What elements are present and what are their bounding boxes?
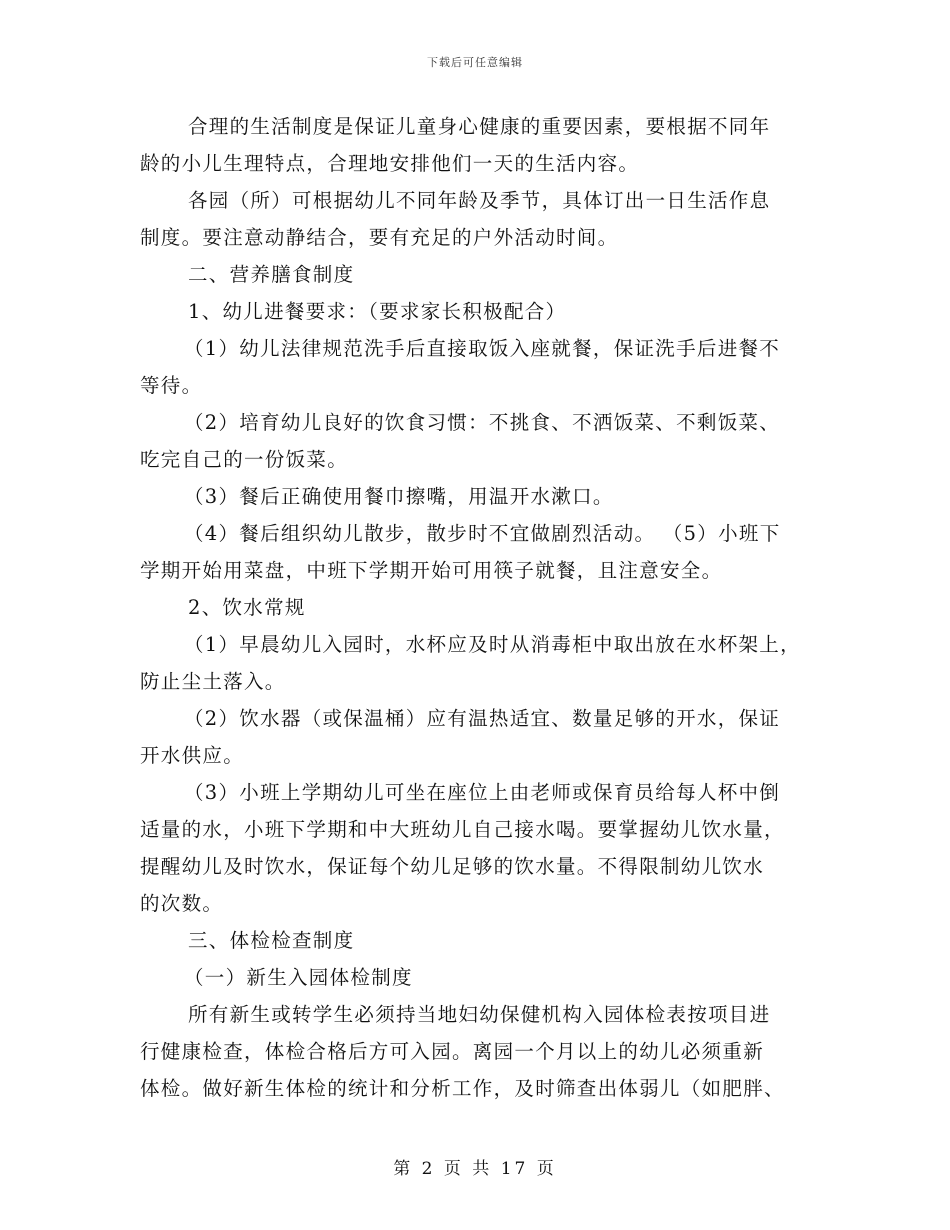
text-line: 所有新生或转学生必须持当地妇幼保健机构入园体检表按项目进 bbox=[188, 1003, 771, 1026]
text-line: 适量的水，小班下学期和中大班幼儿自己接水喝。要掌握幼儿饮水量， bbox=[140, 818, 785, 841]
text-line: 1、幼儿进餐要求：（要求家长积极配合） bbox=[188, 300, 567, 323]
page-header: 下载后可任意编辑 bbox=[427, 56, 523, 69]
text-line: 各园（所）可根据幼儿不同年龄及季节，具体订出一日生活作息 bbox=[188, 189, 771, 212]
text-line: 龄的小儿生理特点，合理地安排他们一天的生活内容。 bbox=[140, 152, 640, 175]
page-number-footer: 第 2 页 共 17 页 bbox=[393, 1159, 557, 1179]
text-line: 2、饮水常规 bbox=[188, 596, 306, 619]
text-line: 开水供应。 bbox=[140, 744, 245, 767]
text-line: 的次数。 bbox=[140, 892, 224, 915]
text-line: （一）新生入园体检制度 bbox=[184, 966, 413, 989]
text-line: 二、营养膳食制度 bbox=[188, 263, 355, 286]
text-line: 合理的生活制度是保证儿童身心健康的重要因素，要根据不同年 bbox=[188, 115, 771, 138]
text-line: 吃完自己的一份饭菜。 bbox=[140, 448, 349, 471]
text-line: （1）幼儿法律规范洗手后直接取饭入座就餐，保证洗手后进餐不 bbox=[184, 337, 781, 360]
text-line: 等待。 bbox=[140, 374, 203, 397]
text-line: （2）培育幼儿良好的饮食习惯：不挑食、不洒饭菜、不剩饭菜、 bbox=[184, 411, 781, 434]
text-line: （2）饮水器（或保温桶）应有温热适宜、数量足够的开水，保证 bbox=[184, 707, 781, 730]
text-line: 体检。做好新生体检的统计和分析工作，及时筛查出体弱儿（如肥胖、 bbox=[140, 1077, 785, 1100]
text-line: （3）小班上学期幼儿可坐在座位上由老师或保育员给每人杯中倒 bbox=[184, 781, 781, 804]
text-line: （3）餐后正确使用餐巾擦嘴，用温开水漱口。 bbox=[184, 485, 614, 508]
text-line: （4）餐后组织幼儿散步，散步时不宜做剧烈活动。 （5）小班下 bbox=[184, 522, 781, 545]
text-line: （1）早晨幼儿入园时，水杯应及时从消毒柜中取出放在水杯架上， bbox=[184, 633, 801, 656]
text-line: 行健康检查，体检合格后方可入园。离园一个月以上的幼儿必须重新 bbox=[140, 1040, 765, 1063]
document-body bbox=[140, 108, 815, 1107]
text-line: 提醒幼儿及时饮水，保证每个幼儿足够的饮水量。不得限制幼儿饮水 bbox=[140, 855, 765, 878]
text-line: 学期开始用菜盘，中班下学期开始可用筷子就餐，且注意安全。 bbox=[140, 559, 723, 582]
text-line: 三、体检检查制度 bbox=[188, 929, 355, 952]
text-line: 防止尘土落入。 bbox=[140, 670, 286, 693]
text-line: 制度。要注意动静结合，要有充足的户外活动时间。 bbox=[140, 226, 619, 249]
